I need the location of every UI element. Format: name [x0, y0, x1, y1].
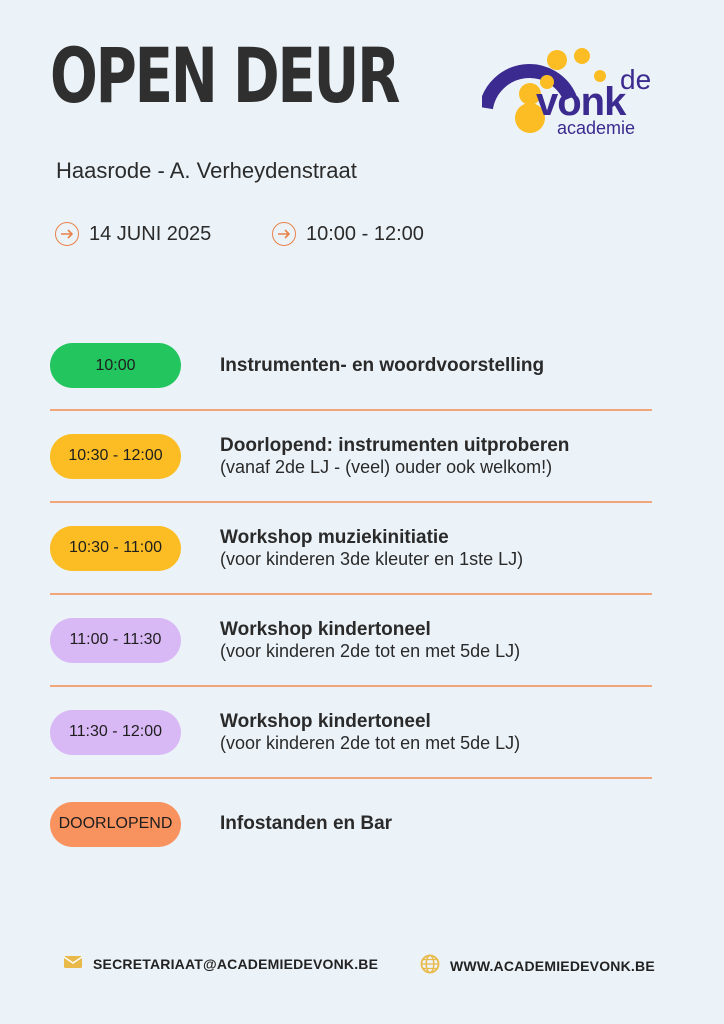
time-badge: 11:00 - 11:30	[50, 618, 181, 663]
schedule-item	[50, 409, 652, 501]
schedule-item-title: Infostanden en Bar	[220, 813, 393, 834]
footer-website	[420, 954, 655, 977]
time-badge: 10:30 - 11:00	[50, 526, 181, 571]
email-link[interactable]: SECRETARIAAT@ACADEMIEDEVONK.BE	[93, 955, 379, 972]
schedule-item	[50, 593, 652, 685]
time-badge: DOORLOPEND	[50, 802, 181, 847]
time-badge: 11:30 - 12:00	[50, 710, 181, 755]
event-date	[55, 222, 211, 246]
arrow-right-circle-icon	[55, 222, 79, 246]
schedule-item-subtitle: (voor kinderen 3de kleuter en 1ste LJ)	[220, 548, 524, 569]
logo-text-vonk: vonk	[536, 80, 626, 124]
time-badge: 10:30 - 12:00	[50, 434, 181, 479]
envelope-icon	[63, 954, 83, 973]
schedule-item	[50, 322, 652, 409]
schedule-item-title: Workshop kindertoneel	[220, 618, 431, 640]
schedule-item	[50, 777, 652, 869]
schedule-item-subtitle: (vanaf 2de LJ - (veel) ouder ook welkom!)	[220, 456, 553, 477]
schedule-list	[50, 322, 652, 869]
logo-text-de: de	[620, 64, 652, 95]
arrow-right-circle-icon	[272, 222, 296, 246]
event-time	[272, 222, 424, 246]
schedule-item-subtitle: (voor kinderen 2de tot en met 5de LJ)	[220, 732, 521, 753]
logo-text-academie: academie	[557, 118, 636, 138]
schedule-item-title: Workshop kindertoneel	[220, 710, 431, 732]
event-time-text: 10:00 - 12:00	[306, 222, 424, 245]
schedule-item	[50, 685, 652, 777]
schedule-item-title: Doorlopend: instrumenten uitproberen	[220, 434, 570, 456]
event-date-text: 14 JUNI 2025	[89, 222, 212, 245]
schedule-item-title: Instrumenten- en woordvoorstelling	[220, 354, 545, 376]
schedule-item	[50, 501, 652, 593]
schedule-item-title: Workshop muziekinitiatie	[220, 526, 449, 548]
page-title: OPEN DEUR	[50, 31, 399, 120]
footer-email	[63, 954, 378, 973]
website-link[interactable]: WWW.ACADEMIEDEVONK.BE	[450, 957, 655, 974]
globe-icon	[420, 954, 440, 977]
schedule-item-subtitle: (voor kinderen 2de tot en met 5de LJ)	[220, 640, 521, 661]
time-badge: 10:00	[50, 343, 181, 388]
event-location: Haasrode - A. Verheydenstraat	[56, 158, 357, 183]
